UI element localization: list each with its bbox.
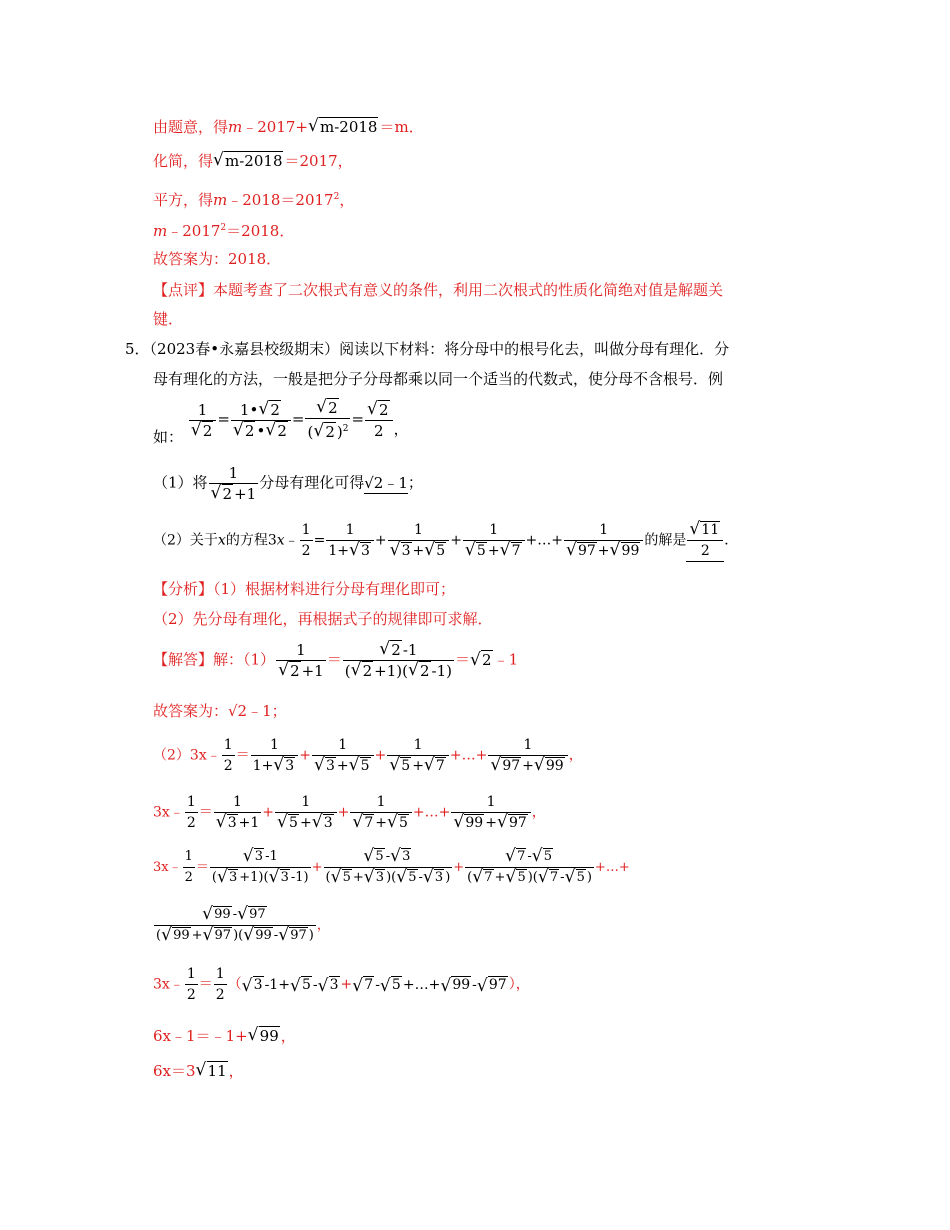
fraction [210,847,311,888]
denominator: 1+√ 3 [251,756,299,776]
solution-part-1: 【解答】解：（1） 1 √ 2 +1 ＝ √ $\frac{2 -1}{(√ 2 +1)(√ 2 -1)}$ ＝√ 2 ﹣1 [153,640,518,681]
question-text: 阅读以下材料：将分母中的根号化去，叫做分母有理化．分 [339,340,730,358]
fraction [231,400,291,441]
fraction [564,520,643,561]
comment-text: 本题考查了二次根式有意义的条件，利用二次根式的性质化简绝对值是解题关 [213,281,724,299]
text: ＝m． [379,118,424,136]
denominator: 2 [301,543,311,559]
text: 3x﹣ [153,804,184,821]
text: ＝2018． [226,222,295,240]
fraction [222,735,235,776]
numerator: 1 [388,520,450,541]
sqrt-11 [196,1060,228,1082]
text: 解：（1） [213,650,276,669]
fraction [214,792,262,833]
fraction [350,792,412,833]
text: ， [339,191,355,209]
numerator: 1 [488,735,567,756]
denominator: √ 5 +√ 7 [463,541,525,561]
text: 分母有理化可得 [259,473,365,492]
text: 如： [153,428,184,446]
text: 3x﹣ [189,747,221,764]
sqrt-m-2018 [213,150,283,172]
text: （1）将 [153,473,208,492]
numerator: 1 [300,520,313,541]
denominator: √ 5 +√ 7 [387,756,449,776]
solution-2-step-3-cont: √ $\frac{99 -√ 97}{(√ 99 +√ 97 )(√ 99 -√ 97 )}$ ， [153,905,330,946]
numerator: 1 [451,792,530,813]
fraction [463,520,525,561]
example-formula: 如： 1 √ 2 = 1•√ 2 √ 2 •√ 2 = √ $\frac{2}{(√ 2 )^2}$ = √ $\frac{2}{2}$ ， [153,398,409,447]
fraction [312,735,374,776]
analysis-tag: 【分析】 [153,580,214,598]
numerator: 1 [214,792,262,813]
question-number: 5． [125,340,150,358]
fraction [388,520,450,561]
numerator: √ 7 -√ 5 [465,847,594,868]
numerator: 1 [276,640,326,661]
text: ﹣2017 [167,222,221,240]
numerator: 1 [222,735,235,756]
fraction [387,735,449,776]
fraction [251,735,299,776]
var-m: m [213,191,228,209]
numerator: √ 2 [365,400,393,421]
denominator: √ 2 [189,421,217,441]
fraction [183,847,195,888]
numerator: 1 [463,520,525,541]
solution-2-step-1: （2）3x﹣ $\frac{1}{2}$ ＝ $\frac{1}{1+√ 3}$ + 1 √ 3 +√ 5 + 1 √ 5 +√ 7 +…+ 1 √ 97 +√ 99 ， [153,735,583,776]
comment-line [153,279,723,301]
answer-blank [686,520,724,562]
numerator: 1 [183,847,195,868]
fraction [451,792,530,833]
radicand: m-2018 [225,152,283,170]
numerator: 1•√ 2 [231,400,291,421]
denominator: √ 7 +√ 5 [350,813,412,833]
fraction [343,640,454,681]
text: 3x﹣ [153,976,184,993]
fraction [209,463,259,504]
denominator: 2 [186,815,196,831]
sqrt-99 [248,1025,280,1047]
solution-2-step-3: 3x﹣ $\frac{1}{2}$ ＝ √ $\frac{3 -1}{(√ 3 +1)(√ 3 -1)}$ + √ $\frac{5 -√ 3}{(√ 5 +√ 3 )(√ 5 -√ 3 )}$ + √ $\frac{7 -√ 5}{(√ 7 +√ 5 )(√ 7 -√ 5 )}$ +…+ [153,847,630,888]
answer-blank [364,472,408,494]
question-source: （2023春•永嘉县校级期末） [149,340,340,358]
denominator: (√ 3 +1)(√ 3 -1) [210,868,311,888]
comment-continuation: 键． [153,310,184,328]
denominator: 2 [374,421,384,440]
numerator: 1 [185,792,198,813]
comment-tag: 【点评】 [153,281,214,299]
fraction [687,520,723,561]
fraction [185,964,198,1005]
text: （1）根据材料进行分母有理化即可； [213,580,456,598]
numerator: 1 [251,735,299,756]
exponent: 2 [333,192,340,202]
denominator: 2 [186,987,196,1003]
solution-tag: 【解答】 [153,650,214,669]
answer-line: 故答案为：2018． [153,250,282,268]
denominator: √ 2 +1 [276,661,326,681]
numerator: √ 99 -√ 97 [154,905,316,926]
denominator: √ 3 +√ 5 [388,541,450,561]
fraction [488,735,567,776]
denominator: (√ 2 +1)(√ 2 -1) [343,661,454,681]
text: 6x＝3 [153,1062,196,1080]
text: （2） [153,747,190,764]
fraction [214,964,227,1005]
fraction [300,520,313,561]
denominator: 2 [223,758,233,774]
numerator: √ 11 [687,520,723,541]
denominator: √ 3 +1 [214,813,262,833]
fraction [326,520,374,561]
numerator: 1 [214,964,227,985]
denominator: 2 [184,870,193,885]
text: 平方，得 [153,191,214,209]
denominator: √ 2 •√ 2 [231,421,291,441]
numerator: 1 [275,792,337,813]
denominator: √ 5 +√ 3 [275,813,337,833]
fraction [154,905,316,946]
denominator: (√ 99 +√ 97 )(√ 99 -√ 97 ) [154,926,316,946]
var-m: m [228,118,243,136]
var-m: m [153,222,168,240]
numerator: 1 [564,520,643,541]
text: （2）关于 [153,532,218,549]
denominator: (√ 5 +√ 3 )(√ 5 -√ 3 ) [324,868,453,888]
numerator: 1 [185,964,198,985]
question-5-line-2: 母有理化的方法，一般是把分子分母都乘以同一个适当的代数式，使分母不含根号．例 [153,370,724,388]
numerator: 1 [189,400,217,421]
numerator: √ 3 -1 [210,847,311,868]
question-5-line-1 [125,338,729,360]
part-2: （2）关于x的方程3x﹣ $\frac{1}{2}$ = $\frac{1}{1+√ 3}$ + 1 √ 3 +√ 5 + 1 √ 5 +√ 7 +…+ 1 √ 97 +√ 99 的解是 √ $\frac{11}{2}$ ． [153,520,738,562]
numerator: 1 [312,735,374,756]
solution-line-2 [153,150,353,172]
text: 由题意，得 [153,118,229,136]
numerator: √ 2 [305,398,350,419]
fraction [189,400,217,441]
text: 3x﹣ [153,860,182,875]
numerator: 1 [350,792,412,813]
fraction [276,640,326,681]
solution-line-1 [153,116,424,138]
denominator: (√ 7 +√ 5 )(√ 7 -√ 5 ) [465,868,594,888]
denominator: √ 97 +√ 99 [564,541,643,561]
denominator: (√ 2 )$^2$ [305,419,350,442]
denominator: 2 [700,543,710,559]
denominator: 2 [215,987,225,1003]
solution-line-4 [153,217,294,242]
text: ﹣2018＝2017 [227,191,334,209]
text: 6x﹣1＝﹣1+ [153,1027,248,1045]
sqrt-m-2018 [308,116,378,138]
text: ＝2017， [284,152,353,170]
solution-line-3 [153,186,354,211]
radicand: 99 [259,1027,279,1045]
part-1: （1）将 1 √ 2 +1 分母有理化可得√2﹣1； [153,463,423,504]
solution-2-step-5: 6x﹣1＝﹣1+√ 99 ， [153,1025,296,1047]
answer-part-1: 故答案为：√2﹣1； [153,702,287,720]
analysis-line-1 [153,578,455,600]
fraction [465,847,594,888]
exponent: 2 [220,223,227,233]
fraction [324,847,453,888]
radicand: 11 [207,1062,227,1080]
answer: √2﹣1 [364,473,408,492]
denominator: √ 99 +√ 97 [451,813,530,833]
text: 的解是 [644,532,687,549]
numerator: 1 [387,735,449,756]
solution-2-step-2: 3x﹣ $\frac{1}{2}$ ＝ 1 √ 3 +1 + 1 √ 5 +√ 3 + 1 √ 7 +√ 5 +…+ 1 √ 99 +√ 97 ， [153,792,546,833]
analysis-line-2: （2）先分母有理化，再根据式子的规律即可求解． [153,610,493,628]
text: 的方程 [225,532,268,549]
fraction [275,792,337,833]
denominator: √ 3 +√ 5 [312,756,374,776]
radicand: m-2018 [320,118,378,136]
numerator: 1 [326,520,374,541]
denominator: √ 97 +√ 99 [488,756,567,776]
solution-2-step-6: 6x＝3√ 11 ， [153,1060,244,1082]
numerator: √ 2 -1 [343,640,454,661]
numerator: √ 5 -√ 3 [324,847,453,868]
solution-2-step-4: 3x﹣ $\frac{1}{2}$ ＝ $\frac{1}{2}$ （√ 3 -1+√ 5 -√ 3 +√ 7 -√ 5 +…+√ 99 -√ 97 ）， [153,964,530,1005]
text: ﹣2017+ [242,118,308,136]
denominator: √ 2 +1 [209,484,259,504]
fraction [185,792,198,833]
fraction [365,400,393,441]
fraction [305,398,350,442]
var-x: x [217,532,226,549]
denominator: 1+√ 3 [326,541,374,561]
numerator: 1 [209,463,259,484]
text: 化简，得 [153,152,214,170]
